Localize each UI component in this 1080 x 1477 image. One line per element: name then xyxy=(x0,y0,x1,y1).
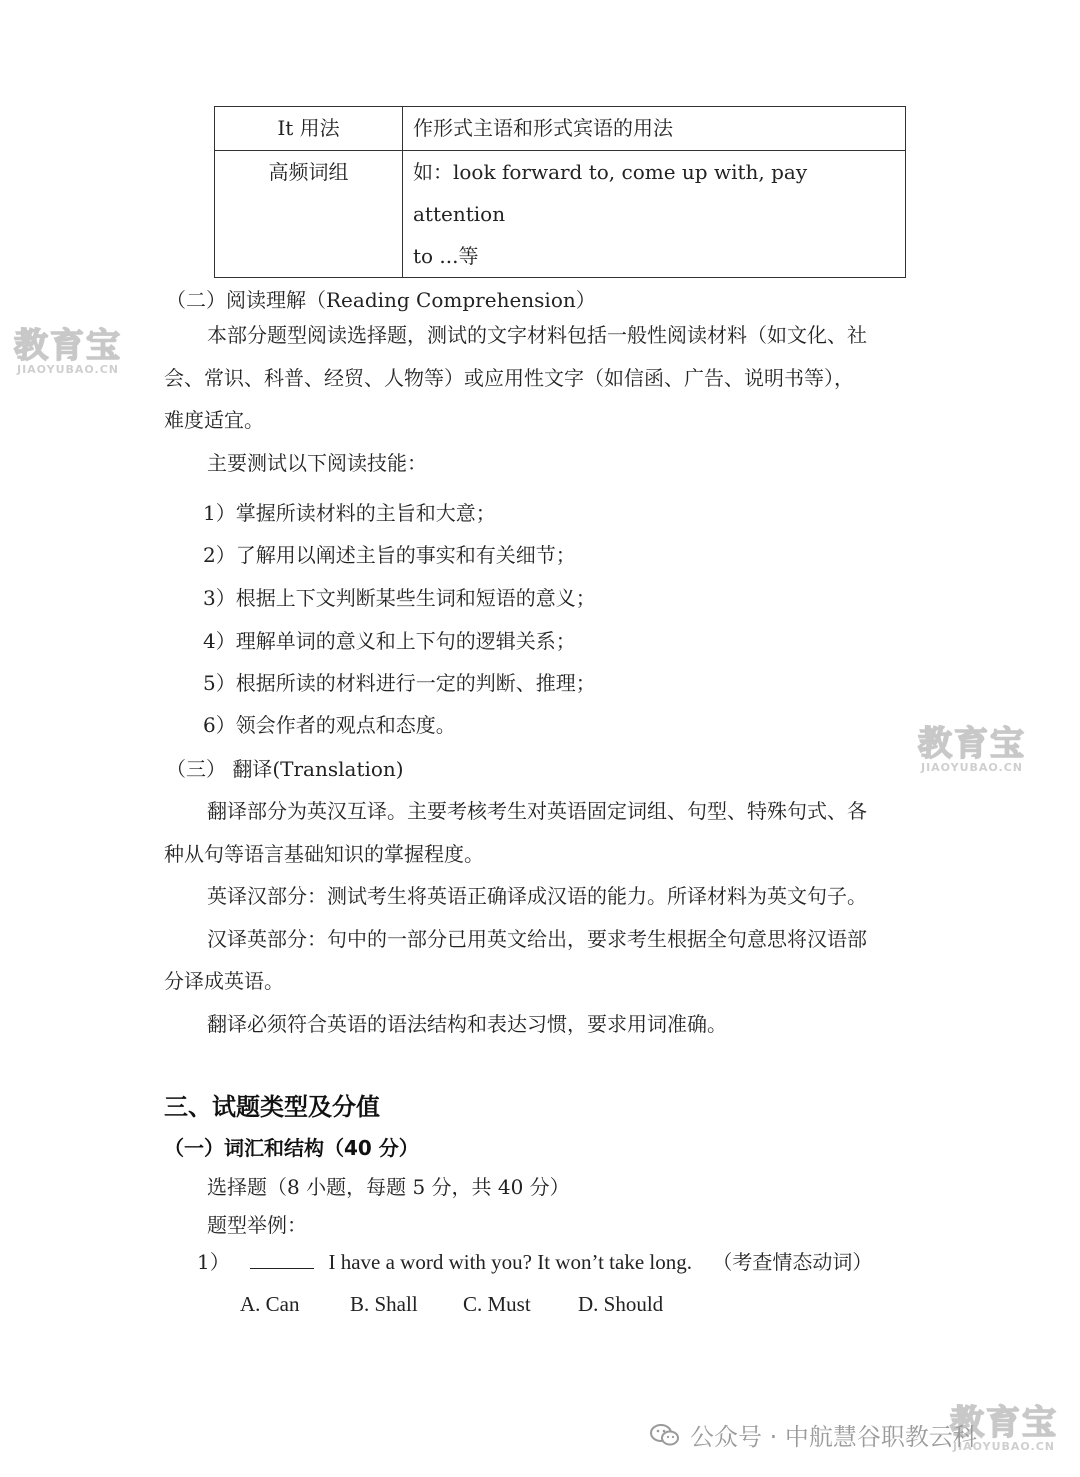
table-cell-desc xyxy=(403,151,906,278)
translation-heading: （三） 翻译(Translation) xyxy=(166,757,404,781)
reading-skill-item: 6）领会作者的观点和态度。 xyxy=(203,713,456,737)
table-cell-desc-line2: to ...等 xyxy=(413,244,479,268)
watermark-en: JIAOYUBAO.CN xyxy=(16,363,120,376)
table-cell-desc: 作形式主语和形式宾语的用法 xyxy=(403,107,906,151)
table-cell-desc-line1: 如：look forward to, come up with, pay attention xyxy=(413,160,808,226)
reading-skill-item: 3）根据上下文判断某些生词和短语的意义； xyxy=(203,586,596,610)
reading-skill-item: 4）理解单词的意义和上下句的逻辑关系； xyxy=(203,629,576,653)
watermark-logo xyxy=(14,328,122,376)
watermark-en: JIAOYUBAO.CN xyxy=(920,761,1024,774)
wechat-icon xyxy=(650,1423,680,1447)
reading-heading: （二）阅读理解（Reading Comprehension） xyxy=(166,288,596,312)
section3-heading: 三、试题类型及分值 xyxy=(164,1093,380,1121)
option-b: B. Shall xyxy=(350,1292,418,1316)
watermark-logo xyxy=(918,726,1026,774)
reading-skills-intro: 主要测试以下阅读技能： xyxy=(207,451,427,475)
reading-para-line: 本部分题型阅读选择题，测试的文字材料包括一般性阅读材料（如文化、社 xyxy=(207,323,867,347)
table-cell-item: It 用法 xyxy=(215,107,403,151)
question-line xyxy=(197,1248,872,1275)
reading-skill-item: 2）了解用以阐述主旨的事实和有关细节； xyxy=(203,543,576,567)
translation-para-line: 翻译部分为英汉互译。主要考核考生对英语固定词组、句型、特殊句式、各 xyxy=(207,799,867,823)
reading-skill-item: 1）掌握所读材料的主旨和大意； xyxy=(203,501,496,525)
table-row xyxy=(215,107,906,151)
reading-para-line: 会、常识、科普、经贸、人物等）或应用性文字（如信函、广告、说明书等）， xyxy=(164,366,854,390)
reading-skill-item: 5）根据所读的材料进行一定的判断、推理； xyxy=(203,671,596,695)
reading-para-line: 难度适宜。 xyxy=(164,408,264,432)
table-cell-item: 高频词组 xyxy=(215,151,403,278)
option-a: A. Can xyxy=(240,1292,300,1316)
section3-subheading: （一）词汇和结构（40 分） xyxy=(164,1136,419,1160)
section3-desc: 选择题（8 小题，每题 5 分，共 40 分） xyxy=(207,1175,570,1199)
translation-para-line: 翻译必须符合英语的语法结构和表达习惯，要求用词准确。 xyxy=(207,1012,727,1036)
watermark-cn: 教育宝 xyxy=(918,724,1026,764)
watermark-en: JIAOYUBAO.CN xyxy=(952,1440,1056,1453)
table-row xyxy=(215,151,906,278)
question-note: （考查情态动词） xyxy=(712,1250,873,1274)
option-d: D. Should xyxy=(578,1292,664,1316)
translation-para-line: 分译成英语。 xyxy=(164,969,284,993)
footer-wechat xyxy=(650,1417,977,1452)
question-number: 1） xyxy=(197,1250,230,1274)
section3-example-label: 题型举例： xyxy=(207,1213,307,1237)
translation-para-line: 英译汉部分：测试考生将英语正确译成汉语的能力。所译材料为英文句子。 xyxy=(207,884,867,908)
usage-table xyxy=(214,106,906,278)
translation-para-line: 汉译英部分：句中的一部分已用英文给出，要求考生根据全句意思将汉语部 xyxy=(207,927,867,951)
footer-text: 公众号 · 中航慧谷职教云科 xyxy=(690,1423,977,1451)
watermark-cn: 教育宝 xyxy=(950,1403,1058,1443)
watermark-cn: 教育宝 xyxy=(14,326,122,366)
question-blank xyxy=(250,1248,314,1269)
option-c: C. Must xyxy=(463,1292,531,1316)
translation-para-line: 种从句等语言基础知识的掌握程度。 xyxy=(164,842,484,866)
question-text: I have a word with you? It won’t take long. xyxy=(328,1250,692,1274)
